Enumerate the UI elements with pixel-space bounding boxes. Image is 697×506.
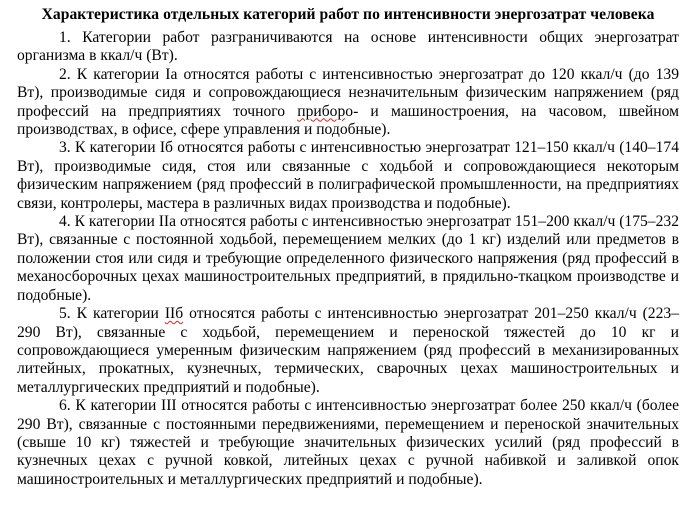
document-page xyxy=(17,4,679,489)
paragraph-text: о- и машиностроения, на часовом, швейном производствах, в офисе, сфере управления и подобные). xyxy=(17,102,679,139)
document-title: Характеристика отдельных категорий работ по интенсивности энергозатрат человека xyxy=(41,6,655,23)
paragraph-text: 1. Категории работ разграничиваются на основе интенсивности общих энергозатрат организма в ккал/ч (Вт). xyxy=(17,29,679,65)
spellcheck-flagged-word[interactable]: прибор xyxy=(297,102,346,120)
spellcheck-flagged-word[interactable]: IIб xyxy=(164,305,184,323)
paragraph-text: 2. К категории Iа относятся работы с интенсивностью энергозатрат до 120 ккал/ч (до 139 Вт), производимые сидя и сопровождающиеся незначительным физическим напряжением (ряд профессий на предприятиях точного xyxy=(17,65,679,120)
paragraph-text: 4. К категории IIа относятся работы с интенсивностью энергозатрат 151–200 ккал/ч (175–232 Вт), связанные с постоянной ходьбой, перемещением мелких (до 1 кг) изделий или предметов в положении стоя или сидя и требующие определенного физического напряжения (ряд профессий в механосборочных цехах машиностроительных предприятий, в прядильно-ткацком производстве и подобные). xyxy=(17,213,679,304)
paragraph-text: 5. К категории xyxy=(59,305,165,323)
paragraph-1 xyxy=(17,29,679,66)
paragraph-3 xyxy=(17,139,679,213)
paragraph-text: 6. К категории III относятся работы с интенсивностью энергозатрат более 250 ккал/ч (более 290 Вт), связанные с постоянными передвижениями, перемещением и переноской значительных (свыше 10 кг) тяжестей и требующие значительных физических усилий (ряд профессий в кузнечных цехах с ручной ковкой, литейных цехах с ручной набивкой и заливкой опок машиностроительных и металлургических предприятий и подобные). xyxy=(17,397,679,488)
paragraph-text: относятся работы с интенсивностью энергозатрат 201–250 ккал/ч (223–290 Вт), связанные с ходьбой, перемещением и переноской тяжестей до 10 кг и сопровождающиеся умеренным физическим напряжением (ряд профессий в механизированных литейных, прокатных, кузнечных, термических, сварочных цехах машиностроительных и металлургических предприятий и подобные). xyxy=(17,305,679,396)
paragraph-4 xyxy=(17,213,679,305)
paragraph-6 xyxy=(17,397,679,489)
paragraph-5 xyxy=(17,305,679,397)
paragraph-2 xyxy=(17,66,679,140)
paragraph-text: 3. К категории Iб относятся работы с интенсивностью энергозатрат 121–150 ккал/ч (140–174 Вт), производимые сидя, стоя или связанные с ходьбой и сопровождающиеся некоторым физическим напряжением (ряд профессий в полиграфической промышленности, на предприятиях связи, контролеры, мастера в различных видах производства и подобные). xyxy=(17,139,679,212)
